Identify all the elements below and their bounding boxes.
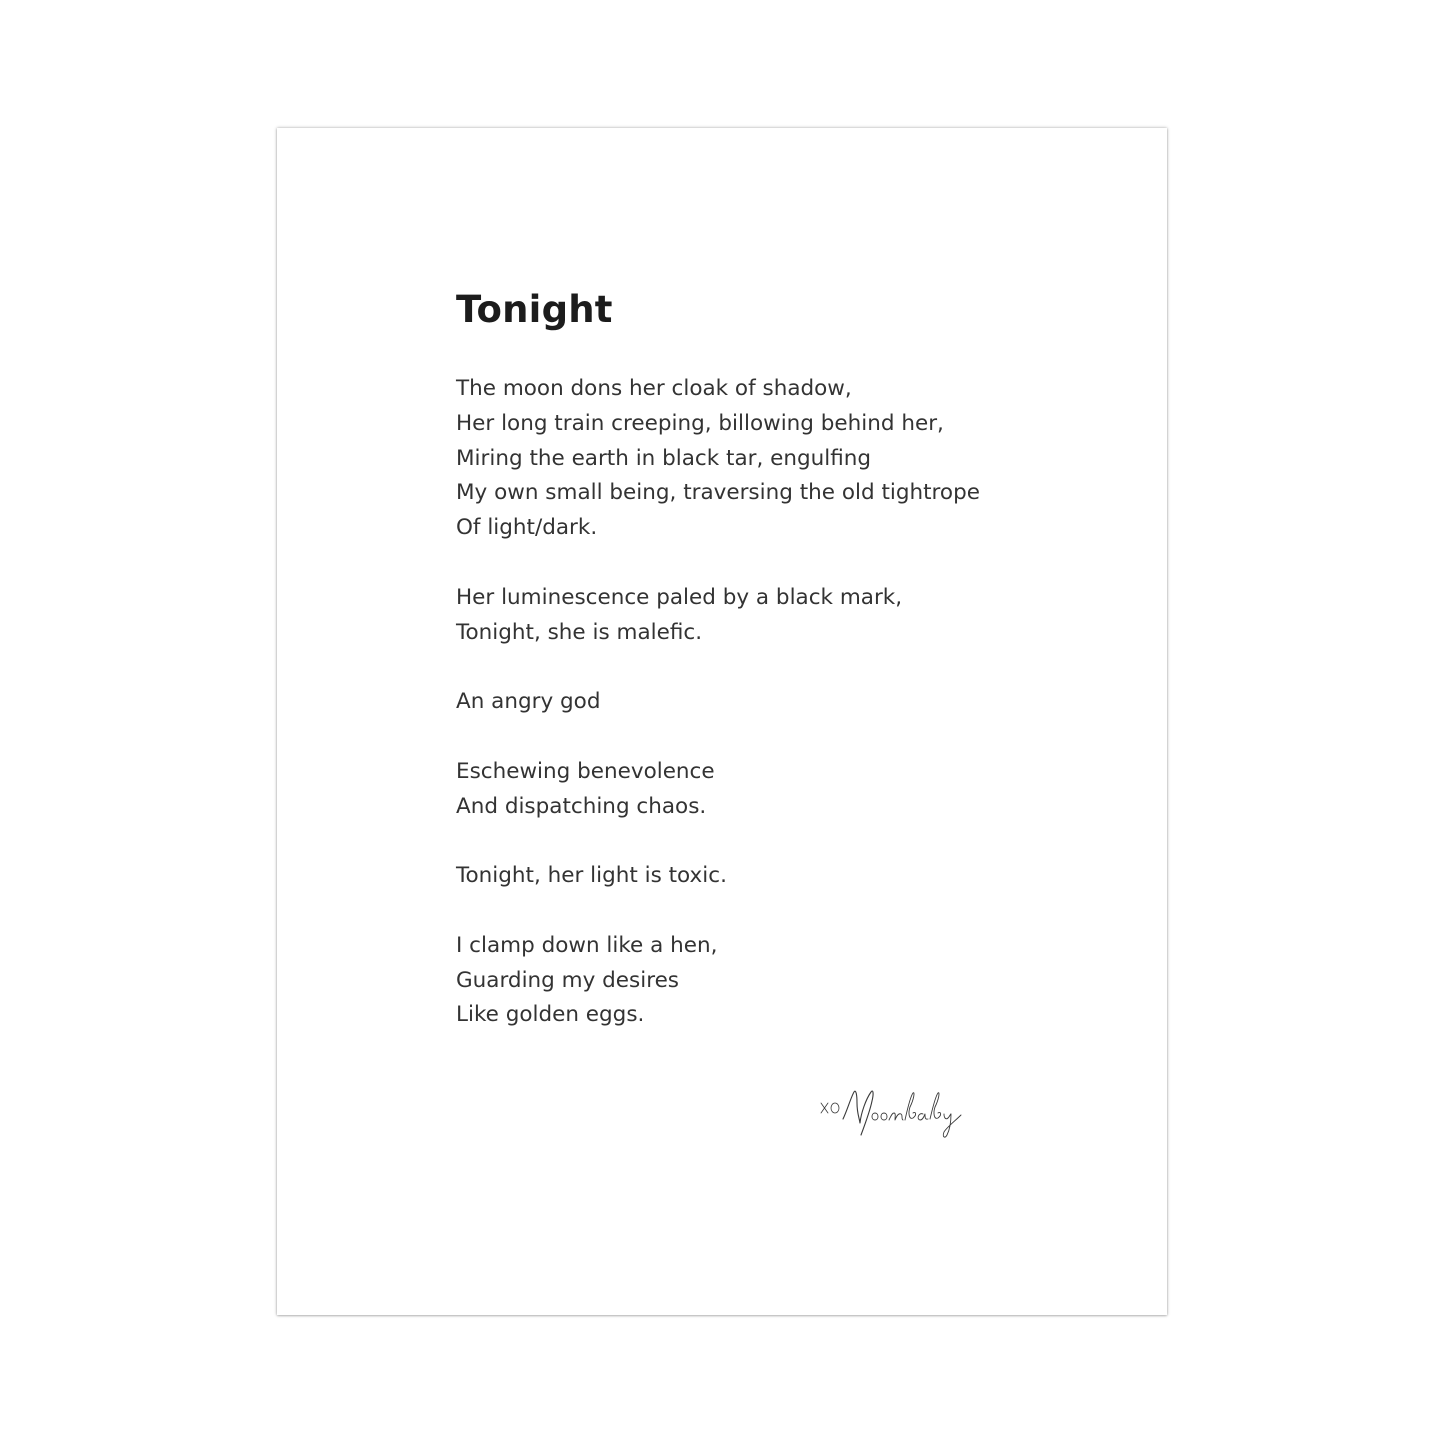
poem-title: Tonight [456, 288, 613, 331]
poem-line: Tonight, she is malefic. [456, 619, 703, 645]
poem-line: Of light/dark. [456, 515, 598, 541]
stanza [456, 685, 1076, 720]
poem-line: Her luminescence paled by a black mark, [456, 584, 903, 610]
poem [456, 288, 1076, 1068]
poem-line: Miring the earth in black tar, engulfing [456, 445, 872, 471]
stanza [456, 929, 1076, 1033]
signature-logo [817, 1083, 967, 1148]
poem-line: Her long train creeping, billowing behind her, [456, 410, 944, 436]
signature-drawing [817, 1083, 967, 1148]
poem-line: I clamp down like a hen, [456, 932, 718, 958]
poem-line: Like golden eggs. [456, 1002, 645, 1028]
poem-poster [277, 128, 1167, 1315]
stanza [456, 372, 1076, 546]
poem-line: My own small being, traversing the old tightrope [456, 480, 980, 506]
poem-line: An angry god [456, 689, 601, 715]
stanza [456, 755, 1076, 825]
poem-body [456, 372, 1076, 1033]
poem-line: Tonight, her light is toxic. [456, 863, 727, 889]
poem-line: Guarding my desires [456, 967, 679, 993]
poem-line: The moon dons her cloak of shadow, [456, 376, 852, 401]
stanza [456, 859, 1076, 894]
poem-line: And dispatching chaos. [456, 793, 707, 819]
poem-line: Eschewing benevolence [456, 758, 715, 784]
stanza [456, 581, 1076, 651]
